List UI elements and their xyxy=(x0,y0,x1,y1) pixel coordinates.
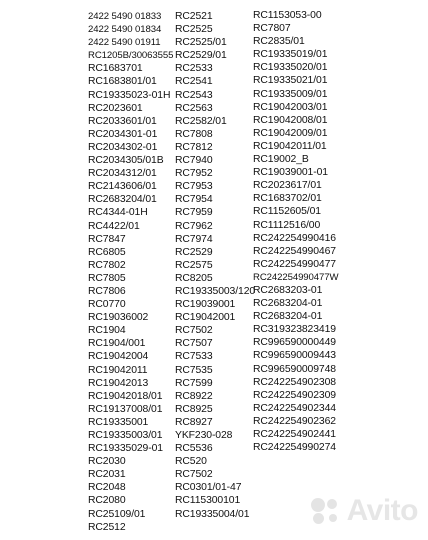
part-number-item: RC2048 xyxy=(88,482,126,494)
part-number-item: RC319323823419 xyxy=(253,324,336,336)
part-number-item: RC19042001 xyxy=(175,312,236,324)
part-number-item: RC996590000449 xyxy=(253,337,336,349)
part-number-item: RC2512 xyxy=(88,521,126,533)
part-number-item: RC7952 xyxy=(175,168,213,180)
part-number-item: RC2529 xyxy=(175,246,213,258)
part-number-item: RC2031 xyxy=(88,469,126,481)
part-number-item: RC7533 xyxy=(175,351,213,363)
part-number-item: RC7535 xyxy=(175,364,213,376)
part-number-item: RC19042018/01 xyxy=(88,390,163,402)
part-number-item: RC242254990477 xyxy=(253,258,336,270)
part-number-item: RC1153053-00 xyxy=(253,10,322,21)
part-number-item: RC19042004 xyxy=(88,351,149,363)
part-number-item: RC8205 xyxy=(175,272,213,284)
part-number-item: RC0301/01-47 xyxy=(175,482,242,494)
part-number-item: RC19335023-01H xyxy=(88,89,171,101)
part-number-item: RC2080 xyxy=(88,495,126,507)
part-number-item: 2422 5490 01833 xyxy=(88,11,162,22)
part-number-item: RC115300101 xyxy=(175,495,241,507)
part-number-item: RC996590009748 xyxy=(253,363,336,375)
part-number-item: RC2683204-01 xyxy=(253,311,323,323)
part-number-item: RC1152605/01 xyxy=(253,206,321,218)
part-number-item: RC1683701 xyxy=(88,63,143,75)
part-number-item: RC1683801/01 xyxy=(88,76,157,88)
part-number-item: RC19042008/01 xyxy=(253,114,328,126)
part-number-item: RC2034302-01 xyxy=(88,141,158,153)
part-number-item: RC1205B/30063555 xyxy=(88,50,174,62)
avito-watermark xyxy=(309,494,418,528)
part-number-item: RC19335020/01 xyxy=(253,62,328,74)
part-number-item: RC2563 xyxy=(175,102,213,114)
part-number-column-1 xyxy=(88,10,174,534)
watermark-text: Avito xyxy=(346,494,418,527)
part-number-item: RC2525/01 xyxy=(175,37,227,49)
part-number-item: RC2529/01 xyxy=(175,50,227,62)
part-number-item: RC1904/001 xyxy=(88,338,146,350)
part-number-item: RC4422/01 xyxy=(88,220,140,232)
part-number-item: RC7808 xyxy=(175,128,213,140)
part-number-item: RC19042013 xyxy=(88,377,149,389)
part-number-item: RC7807 xyxy=(253,23,291,35)
part-number-item: RC2525 xyxy=(175,24,213,36)
part-number-item: RC2835/01 xyxy=(253,36,305,48)
part-number-item: RC7805 xyxy=(88,272,126,284)
part-number-item: RC7812 xyxy=(175,141,213,153)
part-number-item: RC25109/01 xyxy=(88,508,146,520)
part-number-item: RC7802 xyxy=(88,259,126,271)
part-number-item: RC19335001 xyxy=(88,416,149,428)
part-number-item: RC242254990274 xyxy=(253,442,336,454)
part-number-item: RC1112516/00 xyxy=(253,219,321,231)
part-number-item: RC19042011 xyxy=(88,364,148,376)
part-number-item: RC242254990467 xyxy=(253,245,336,257)
part-number-column-2 xyxy=(175,10,256,521)
part-number-item: RC2575 xyxy=(175,259,213,271)
part-number-item: RC8925 xyxy=(175,403,213,415)
part-number-item: 2422 5490 01911 xyxy=(88,37,161,49)
part-number-item: RC242254902344 xyxy=(253,402,336,414)
part-number-item: RC19335004/01 xyxy=(175,508,250,520)
part-number-item: RC19335029-01 xyxy=(88,443,163,455)
avito-dots-logo-icon xyxy=(309,496,343,526)
part-number-item: RC7954 xyxy=(175,194,213,206)
part-number-item: RC242254990416 xyxy=(253,232,336,244)
part-number-item: RC2023617/01 xyxy=(253,180,322,192)
part-number-item: RC19042003/01 xyxy=(253,101,328,113)
part-number-item: RC19042011/01 xyxy=(253,140,327,152)
part-number-item: RC19335021/01 xyxy=(253,75,328,87)
part-number-item: RC19335019/01 xyxy=(253,49,328,61)
part-number-item: RC8927 xyxy=(175,416,213,428)
part-number-item: RC19036002 xyxy=(88,312,149,324)
part-number-item: RC242254902441 xyxy=(253,429,336,440)
part-number-item: RC7847 xyxy=(88,233,126,245)
part-number-item: RC2683204/01 xyxy=(88,194,157,206)
part-number-item: RC2034305/01B xyxy=(88,155,164,167)
part-number-item: RC7507 xyxy=(175,338,213,350)
part-number-item: RC7806 xyxy=(88,285,126,297)
part-number-item: RC4344-01H xyxy=(88,207,148,219)
part-number-item: RC19002_B xyxy=(253,154,309,166)
part-number-item: RC5536 xyxy=(175,443,213,455)
part-number-column-3 xyxy=(253,9,353,454)
part-number-item: RC2683203-01 xyxy=(253,284,323,296)
part-number-item: RC2023601 xyxy=(88,102,143,114)
part-number-item: RC7599 xyxy=(175,377,213,389)
part-number-item: RC6805 xyxy=(88,246,126,258)
part-number-item: RC2521 xyxy=(175,11,213,22)
part-number-item: RC1683702/01 xyxy=(253,193,322,205)
part-number-item: RC2143606/01 xyxy=(88,181,157,193)
part-number-item: RC2034312/01 xyxy=(88,168,157,180)
part-number-item: RC8922 xyxy=(175,390,213,402)
part-number-item: YKF230-028 xyxy=(175,430,233,441)
part-number-item: RC19335009/01 xyxy=(253,88,328,100)
part-number-item: RC19042009/01 xyxy=(253,127,328,139)
part-number-item: RC7974 xyxy=(175,233,213,245)
part-number-item: RC242254902308 xyxy=(253,376,336,388)
part-number-item: RC7502 xyxy=(175,469,213,481)
part-number-item: RC242254990477W xyxy=(253,271,339,283)
part-number-item: RC242254902362 xyxy=(253,415,336,427)
part-number-item: RC19335003/01 xyxy=(88,430,163,441)
part-number-item: RC0770 xyxy=(88,299,126,311)
part-number-item: RC7959 xyxy=(175,207,213,219)
part-number-item: RC2033601/01 xyxy=(88,115,157,127)
part-number-item: RC242254902309 xyxy=(253,389,336,401)
part-number-item: RC2533 xyxy=(175,63,213,75)
part-number-item: RC7940 xyxy=(175,155,213,167)
part-number-item: RC19039001-01 xyxy=(253,167,328,179)
part-number-item: RC7953 xyxy=(175,181,213,193)
part-number-item: RC19335003/120 xyxy=(175,285,256,297)
part-number-item: RC2030 xyxy=(88,456,126,468)
part-number-item: RC2541 xyxy=(175,76,213,88)
part-number-item: RC2543 xyxy=(175,89,213,101)
part-number-item: RC19137008/01 xyxy=(88,403,163,415)
part-number-item: RC1904 xyxy=(88,325,126,337)
part-number-item: RC996590009443 xyxy=(253,350,336,362)
part-number-item: RC19039001 xyxy=(175,299,236,311)
part-number-item: RC7962 xyxy=(175,220,213,232)
part-number-item: RC2582/01 xyxy=(175,115,227,127)
part-number-item: RC7502 xyxy=(175,325,213,337)
part-number-item: RC2683204-01 xyxy=(253,298,323,310)
part-number-item: RC2034301-01 xyxy=(88,128,158,140)
part-number-item: 2422 5490 01834 xyxy=(88,24,162,36)
part-number-item: RC520 xyxy=(175,456,207,468)
